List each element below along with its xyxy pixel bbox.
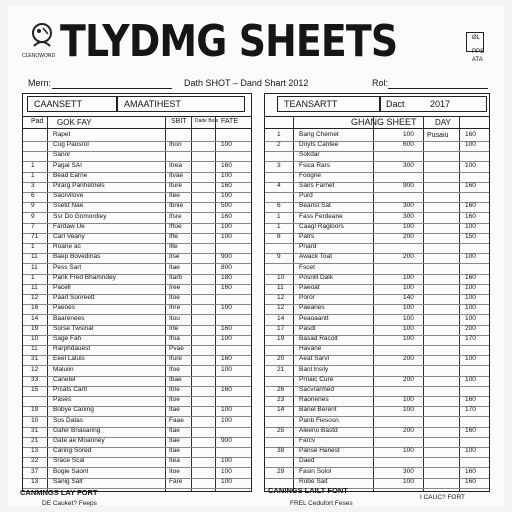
left-footer: CANMNGS LAY FORT [20,488,98,497]
row-number: 19 [277,335,285,342]
row-item-name: Fsica Rars [299,161,331,169]
row-item-name: Prcats Cartl [53,386,87,393]
meta-left-label: Mern: [28,78,52,88]
row-number: 16 [31,304,39,312]
row-code: Ifsre [169,212,182,220]
row-item-name: Fasin Solol [299,467,332,475]
row-value-2: 160 [465,182,476,189]
row-value: 100 [221,304,232,312]
left-footer-2: DE Cauket? Feeps [42,500,97,507]
row-value-2: 100 [465,375,476,383]
row-number: 12 [31,365,39,373]
row-number: 9 [31,212,35,220]
row-value-2: 100 [465,253,476,261]
row-value: 300 [403,202,414,210]
row-item-name: Paeanes [299,304,325,312]
row-code: Irte [169,324,179,332]
row-value: 200 [403,375,414,383]
col-header: GOK FAY [57,118,92,127]
meta-center-label: Dath SHOT – Dand Shart 2012 [184,78,309,88]
row-number: 22 [31,457,39,465]
row-number: 11 [31,253,38,261]
col-header: Pad [31,118,44,125]
page-title: TLYDMG SHEETS [60,16,398,67]
row-item-name: Banl lnsily [299,365,329,373]
row-number: 7 [31,222,35,230]
row-number: 71 [31,233,39,240]
row-code: Itarb [169,273,183,281]
row-value: 100 [403,335,414,342]
row-item-name: Ssetd Nae [53,202,84,210]
row-item-name: Havane [299,345,322,353]
row-value-2: 160 [465,273,476,281]
row-value: 100 [221,406,232,414]
row-code: Ifoa [169,335,180,342]
row-value-2: 100 [465,161,476,169]
meta-left-line [52,88,172,89]
row-value: 300 [403,161,414,169]
row-value: 100 [403,396,414,404]
row-code: Ibnie [169,202,184,210]
row-code: Ifte [169,233,179,240]
row-item-name: Paeoes [53,304,76,312]
row-number: 13 [31,447,39,455]
row-item-name: Pasdl [299,324,316,332]
row-item-name: Sage Fah [53,335,82,342]
row-item-name: Purd [299,192,313,200]
row-value: 100 [403,406,414,414]
row-item-name: Bead Earne [53,171,88,179]
row-number: 12 [31,294,39,302]
row-value-2: 100 [465,447,476,455]
row-item-name: Cug Paosrol [53,141,89,149]
row-value: 160 [221,212,232,220]
corner-mark: ATA [472,57,483,63]
row-value-2: 160 [465,426,476,434]
row-number: 1 [277,131,281,138]
row-code: Itrie [169,386,180,393]
corner-mark: PPS [472,49,485,55]
row-item-name: Pases [53,396,72,404]
row-number: 9 [31,202,35,210]
row-number: 21 [31,437,39,444]
row-value: 160 [221,324,232,332]
row-value: 100 [221,477,232,485]
row-item-name: Fardaw Ue [53,222,85,230]
row-value-2: 150 [465,233,476,240]
row-item-name: Raonenes [299,396,329,404]
row-item-name: Maluiin [53,365,74,373]
row-code: Itea [169,457,180,465]
row-number: 1 [31,273,35,281]
row-value: 600 [403,141,414,149]
row-value: 100 [221,416,232,424]
row-value-2: 100 [465,314,476,322]
row-code: Itoe [169,294,180,302]
row-value-2: 160 [465,467,476,475]
row-item-name: Prnaic Cure [299,375,334,383]
row-code: Pvae [169,345,184,353]
row-number: 15 [31,386,39,393]
row-number: 11 [277,284,284,291]
row-number: 23 [277,396,285,404]
row-item-name: Patrs [299,233,315,240]
row-item-name: Caagl Ragloors [299,222,344,230]
row-value: 100 [403,273,414,281]
row-number: 8 [277,233,281,240]
row-item-name: Aeat Sarvl [299,355,329,363]
row-number: 1 [277,212,281,220]
row-value: 100 [221,141,232,149]
row-number: 19 [31,324,39,332]
row-item-name: Bogie Saonl [53,467,89,475]
row-item-name: Aleeno Bastd [299,426,338,434]
row-code: Faae [169,416,184,424]
row-number: 11 [31,284,38,291]
left-box-title: CAANSETT [27,96,117,112]
row-number: 10 [31,335,39,342]
row-item-name: Robe Sait [299,477,328,485]
table-row [23,477,251,489]
right-box-date [379,96,487,112]
row-item-name: Paeoat [299,284,320,291]
row-item-name: Peaoaantt [299,314,329,322]
row-code: Ilte [169,243,178,251]
date-label: Dact [386,99,405,109]
meta-right-label: Rol: [372,78,389,88]
row-code: Itse [169,253,180,261]
row-number: 3 [277,161,281,169]
row-code: Itoe [169,467,180,475]
row-value-2: 160 [465,212,476,220]
row-number: 10 [277,273,285,281]
corner-mark: ØL [472,35,481,41]
row-code: Itae [169,437,180,444]
row-value: 100 [403,304,414,312]
row-number: 1 [277,222,281,230]
row-number: 17 [277,324,285,332]
row-item-name: Sairs Farnet [299,182,335,189]
row-item-name: Sacvrarmed [299,386,335,393]
row-item-name: Gate ae Moanney [53,437,105,444]
row-item-name: Baarenees [53,314,85,322]
row-number: 31 [31,426,39,434]
row-number: 1 [31,243,35,251]
grid-line [23,116,251,117]
row-item-name: Carl Veariy [53,233,85,240]
row-item-name: Baep Bovedinas [53,253,101,261]
left-column-headers [23,118,251,128]
row-code: Fare [169,477,183,485]
row-number: 38 [277,447,285,455]
row-value: 160 [221,284,232,291]
row-item-name: Doyts Cantee [299,141,339,149]
row-value: 100 [403,222,414,230]
row-value: 200 [403,253,414,261]
row-value: 100 [221,233,232,240]
row-item-name: Panb Fiesosn [299,416,339,424]
right-footer-2: FREL Cedufort Feses [290,500,353,507]
row-code: Itae [169,263,180,271]
left-box-title-2: AMAATIHEST [117,96,245,112]
row-item-name: Posnill Dalk [299,273,333,281]
row-value: 900 [403,182,414,189]
col-header: SBIT [171,118,187,125]
row-item-name: Caring Sored [53,447,92,455]
row-item-name: Daed [299,457,315,465]
row-number: 14 [31,314,39,322]
row-value: 300 [403,212,414,220]
row-number: 20 [277,355,285,363]
row-value-2: 100 [465,355,476,363]
row-item-name: Canetel [53,375,76,383]
row-item-name: Banel Berent [299,406,337,414]
row-value-2: 160 [465,477,476,485]
grid-line [23,128,251,129]
row-code: Ifoe [169,365,180,373]
row-item-name: Pagal SAI [53,161,82,169]
row-item-name: Sanig Salt [53,477,83,485]
row-item-name: Foogne [299,171,322,179]
row-number: 11 [31,263,38,271]
row-value: 100 [221,467,232,475]
row-code: Ihre [169,304,181,312]
row-number: 19 [31,406,39,414]
logo-caption: CLENOWORD [22,53,56,59]
row-value-2: 100 [465,304,476,312]
corner-marks [472,34,484,64]
row-item-name: Pnard [299,243,317,251]
row-item-name: Awack Toat [299,253,333,261]
left-panel [22,93,252,492]
row-value: 180 [221,273,232,281]
row-value-2: 100 [465,141,476,149]
row-number: 12 [277,304,285,312]
row-value-2: 160 [465,131,476,138]
row-value: 200 [403,426,414,434]
row-value: 100 [403,447,414,455]
row-item-name: Bobye Caning [53,406,94,414]
row-number: 14 [277,314,285,322]
row-value: 100 [403,477,414,485]
grid-line [265,128,489,129]
sub-title: GHANG SHEET [351,117,417,127]
row-item-name: Basad Racolt [299,335,338,342]
row-value: 100 [221,192,232,200]
col-header: FATE [221,118,238,125]
row-value-2: 100 [465,294,476,302]
date-year: 2017 [430,99,451,109]
row-item-name: Pacell [53,284,71,291]
row-item-name: Ssr Do Gnmordiey [53,212,107,220]
row-item-name: Roane ac [53,243,81,251]
row-item-name: Sokdar [299,151,320,159]
row-item-name: Rapet [53,131,71,138]
right-footer-3: I CAUC? FORT [420,494,466,501]
row-code: Iture [169,182,183,189]
col-header: Dade Bols [195,118,219,124]
row-number: 1 [31,161,35,169]
logo-icon [28,22,56,52]
row-number: 33 [31,375,39,383]
row-value: 160 [221,386,232,393]
row-value: 100 [403,314,414,322]
row-item-name: Poror [299,294,315,302]
right-footer: CANINGS LAILT FONT [268,486,348,495]
row-number: 1 [31,171,35,179]
row-value: 300 [403,467,414,475]
row-code: Itrea [169,161,183,169]
row-value: 100 [403,324,414,332]
row-value: 100 [221,335,232,342]
row-number: 10 [31,416,39,424]
row-number: 4 [277,182,281,189]
row-value: 800 [221,263,232,271]
row-value: 160 [221,355,232,363]
row-value: 160 [221,161,232,169]
row-value-2: 100 [465,284,476,291]
row-number: 13 [31,477,39,485]
row-code: Ifure [169,355,183,363]
row-item-name: Panse Hanest [299,447,340,455]
row-value: 100 [221,457,232,465]
row-code: Itae [169,406,180,414]
row-code: Itae [169,447,180,455]
row-value: 100 [221,222,232,230]
row-code: Ihon [169,141,182,149]
row-number: 25 [277,426,285,434]
row-value-2: 170 [465,335,476,342]
row-value-2: 170 [465,406,476,414]
row-item-name: Saorvilove [53,192,84,200]
row-number: 14 [277,406,285,414]
row-item-name: Pirarg Panhetriels [53,182,105,189]
row-item-name: Sanor [53,151,71,159]
sub-title-2: DAY [435,118,451,127]
row-item-name: Fscet [299,263,315,271]
row-item-name: Fass Ferdeane [299,212,343,220]
row-number: 6 [31,192,35,200]
row-value: 100 [221,171,232,179]
row-value: 100 [403,131,414,138]
right-panel [264,93,490,492]
row-number: 3 [31,182,35,189]
row-code: Ibae [169,375,182,383]
row-number: 6 [277,202,281,210]
row-value: 900 [221,253,232,261]
row-code: Itee [169,192,180,200]
row-value: 160 [221,182,232,189]
row-item-name: Barig Chemet [299,131,339,138]
row-item-name: Beanst Sat [299,202,331,210]
row-item-name: Pank Fred Bhamndey [53,273,116,281]
row-code: Itou [169,314,180,322]
row-number: 9 [277,253,281,261]
right-box-title: TEANSARTT [277,96,381,112]
row-value-2: 160 [465,202,476,210]
row-code: Itae [169,426,180,434]
row-number: 37 [31,467,39,475]
row-item-name: Sos Datas [53,416,83,424]
row-code: Iftoe [169,222,182,230]
row-value: 100 [221,365,232,373]
row-value: 100 [403,284,414,291]
row-value-2: 160 [465,396,476,404]
row-number: 21 [277,365,285,373]
row-value: 140 [403,294,414,302]
row-item-name: Srace Scal [53,457,85,465]
row-number: 2 [277,141,281,149]
row-item-name: Eeel Laluis [53,355,85,363]
row-value: 200 [403,233,414,240]
row-value: 200 [403,355,414,363]
col-label: Pusaiu [427,132,449,139]
row-code: Iree [169,284,181,291]
row-number: 26 [277,386,285,393]
row-value-2: 100 [465,222,476,230]
row-value: 900 [221,437,232,444]
row-item-name: Gafer Bnasaring [53,426,101,434]
row-code: Itvae [169,171,184,179]
row-item-name: Rarphdauest [53,345,91,353]
row-item-name: Farcv [299,437,316,444]
row-item-name: Pess Sart [53,263,82,271]
row-number: 29 [277,467,285,475]
right-column-headers [265,118,489,128]
row-item-name: Sorse Twsinal [53,324,94,332]
row-code: Itoe [169,396,180,404]
meta-right-line [388,88,488,89]
row-number: 31 [31,355,39,363]
row-number: 11 [31,345,38,353]
row-item-name: Paarl Sonreett [53,294,95,302]
row-value: 500 [221,202,232,210]
row-value-2: 200 [465,324,476,332]
row-number: 12 [277,294,285,302]
